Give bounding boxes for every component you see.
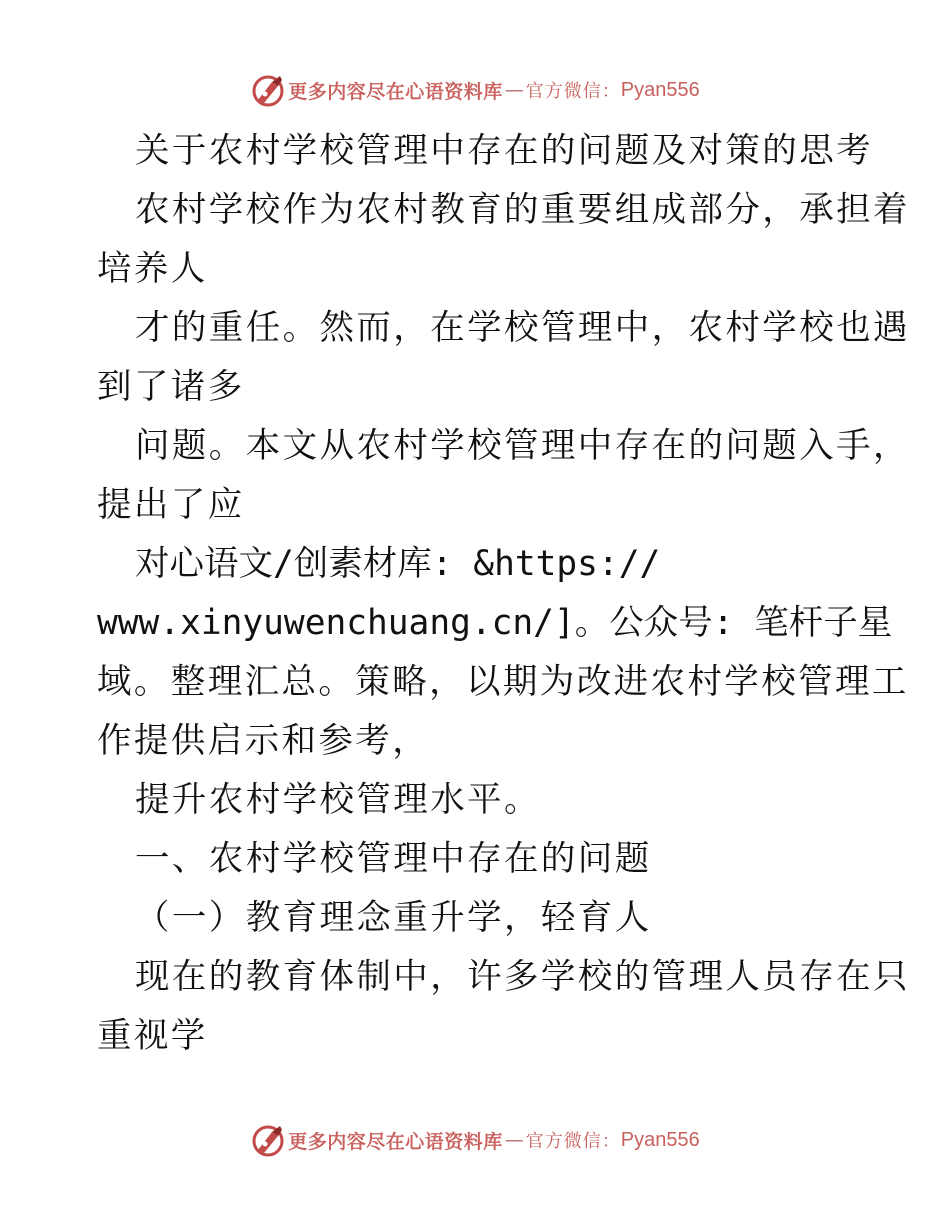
banner-separator: — — [504, 1129, 524, 1151]
text-line: 到了诸多 — [97, 367, 245, 407]
banner-separator: — — [504, 79, 524, 101]
text-line: 培养人 — [97, 249, 208, 289]
banner-site-text: 更多内容尽在心语资料库 — [288, 80, 503, 103]
banner-wechat-label: 官方微信： — [525, 1131, 621, 1152]
text-line: 重视学 — [97, 1016, 208, 1056]
pen-logo-icon — [250, 1122, 286, 1158]
banner-account: Pyan556 — [620, 1128, 700, 1151]
text-line: 提升农村学校管理水平。 — [135, 780, 541, 820]
text-line: 作提供启示和参考， — [97, 721, 430, 761]
text-line: 才的重任。然而，在学校管理中，农村学校也遇 — [135, 308, 910, 348]
text-line: 现在的教育体制中，许多学校的管理人员存在只 — [135, 957, 910, 997]
header-banner — [0, 70, 950, 110]
text-line: 提出了应 — [97, 485, 245, 525]
footer-banner — [0, 1120, 950, 1160]
text-line: 域。整理汇总。策略，以期为改进农村学校管理工 — [97, 662, 909, 702]
text-line: www.xinyuwenchuang.cn/]。公众号: 笔杆子星 — [97, 603, 893, 643]
pen-logo-icon — [250, 72, 286, 108]
banner-wechat-label: 官方微信： — [525, 81, 621, 102]
text-line: 农村学校作为农村教育的重要组成部分，承担着 — [135, 190, 910, 230]
section-heading: 一、农村学校管理中存在的问题 — [135, 839, 652, 879]
text-line: 关于农村学校管理中存在的问题及对策的思考 — [135, 131, 873, 171]
document-body — [97, 122, 910, 1066]
text-line: 对心语文/创素材库: &https:// — [135, 544, 661, 584]
text-line: 问题。本文从农村学校管理中存在的问题入手， — [135, 426, 910, 466]
subsection-heading: （一）教育理念重升学，轻育人 — [135, 898, 652, 938]
banner-account: Pyan556 — [620, 78, 700, 101]
banner-site-text: 更多内容尽在心语资料库 — [288, 1130, 503, 1153]
